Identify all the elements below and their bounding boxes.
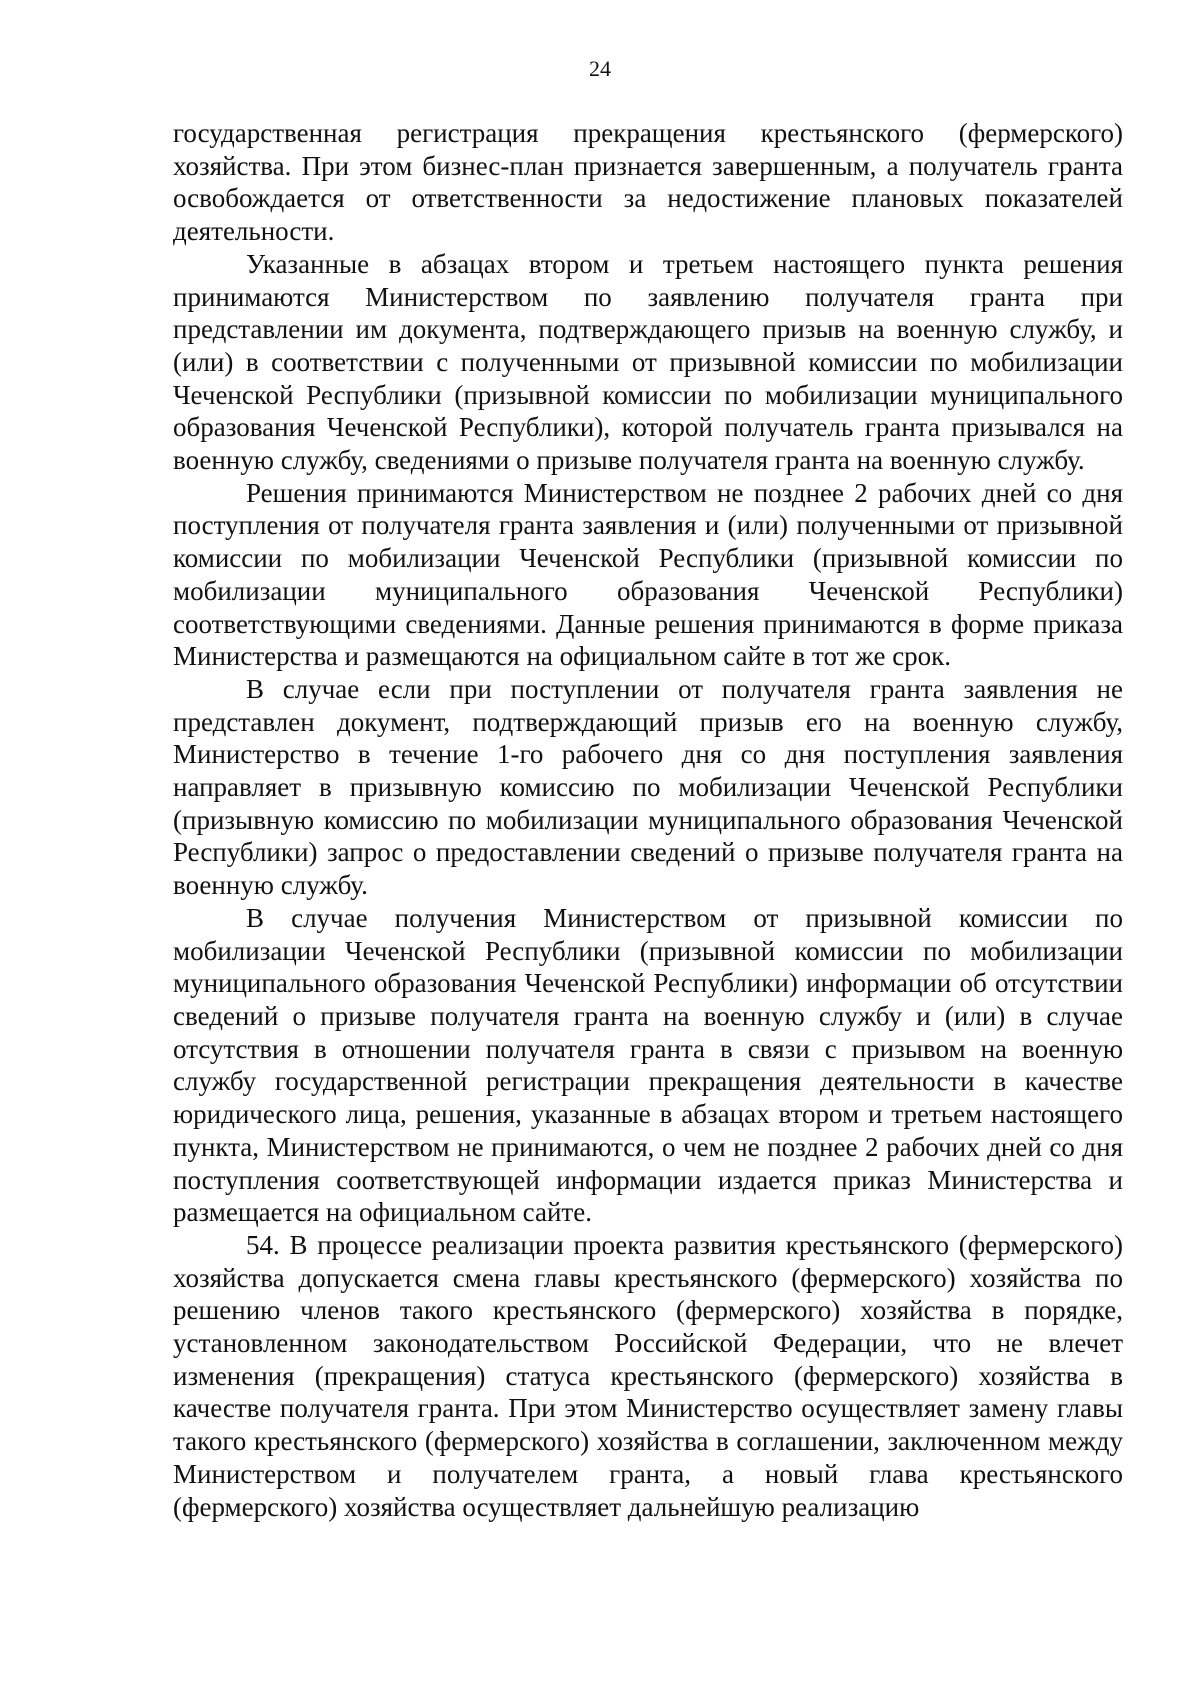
page-number: 24 — [589, 56, 611, 81]
document-body — [173, 117, 1123, 1523]
paragraph: Указанные в абзацах втором и третьем настоящего пункта решения принимаются Министерством по заявлению получателя гранта при представлении им документа, подтверждающего призыв на военную службу, и (или) в соответствии с полученными от призывной комиссии по мобилизации Чеченской Республики (призывной комиссии по мобилизации муниципального образования Чеченской Республики), которой получатель гранта призывался на военную службу, сведениями о призыве получателя гранта на военную службу. — [173, 248, 1123, 476]
paragraph: Решения принимаются Министерством не позднее 2 рабочих дней со дня поступления от получателя гранта заявления и (или) полученными от призывной комиссии по мобилизации Чеченской Республики (призывной комиссии по мобилизации муниципального образования Чеченской Республики) соответствующими сведениями. Данные решения принимаются в форме приказа Министерства и размещаются на официальном сайте в тот же срок. — [173, 477, 1123, 672]
paragraph: В случае получения Министерством от призывной комиссии по мобилизации Чеченской Республики (призывной комиссии по мобилизации муниципального образования Чеченской Республики) информации об отсутствии сведений о призыве получателя гранта на военную службу и (или) в случае отсутствия в отношении получателя гранта в связи с призывом на военную службу государственной регистрации прекращения деятельности в качестве юридического лица, решения, указанные в абзацах втором и третьем настоящего пункта, Министерством не принимаются, о чем не позднее 2 рабочих дней со дня поступления соответствующей информации издается приказ Министерства и размещается на официальном сайте. — [173, 902, 1123, 1228]
paragraph: В случае если при поступлении от получателя гранта заявления не представлен документ, подтверждающий призыв его на военную службу, Министерство в течение 1-го рабочего дня со дня поступления заявления направляет в призывную комиссию по мобилизации Чеченской Республики (призывную комиссию по мобилизации муниципального образования Чеченской Республики) запрос о предоставлении сведений о призыве получателя гранта на военную службу. — [173, 673, 1123, 901]
paragraph-item-54: 54. В процессе реализации проекта развития крестьянского (фермерского) хозяйства допускается смена главы крестьянского (фермерского) хозяйства по решению членов такого крестьянского (фермерского) хозяйства в порядке, установленном законодательством Российской Федерации, что не влечет изменения (прекращения) статуса крестьянского (фермерского) хозяйства в качестве получателя гранта. При этом Министерство осуществляет замену главы такого крестьянского (фермерского) хозяйства в соглашении, заключенном между Министерством и получателем гранта, а новый глава крестьянского (фермерского) хозяйства осуществляет дальнейшую реализацию — [173, 1229, 1123, 1522]
paragraph-continuation: государственная регистрация прекращения крестьянского (фермерского) хозяйства. При этом бизнес-план признается завершенным, а получатель гранта освобождается от ответственности за недостижение плановых показателей деятельности. — [173, 118, 1123, 247]
